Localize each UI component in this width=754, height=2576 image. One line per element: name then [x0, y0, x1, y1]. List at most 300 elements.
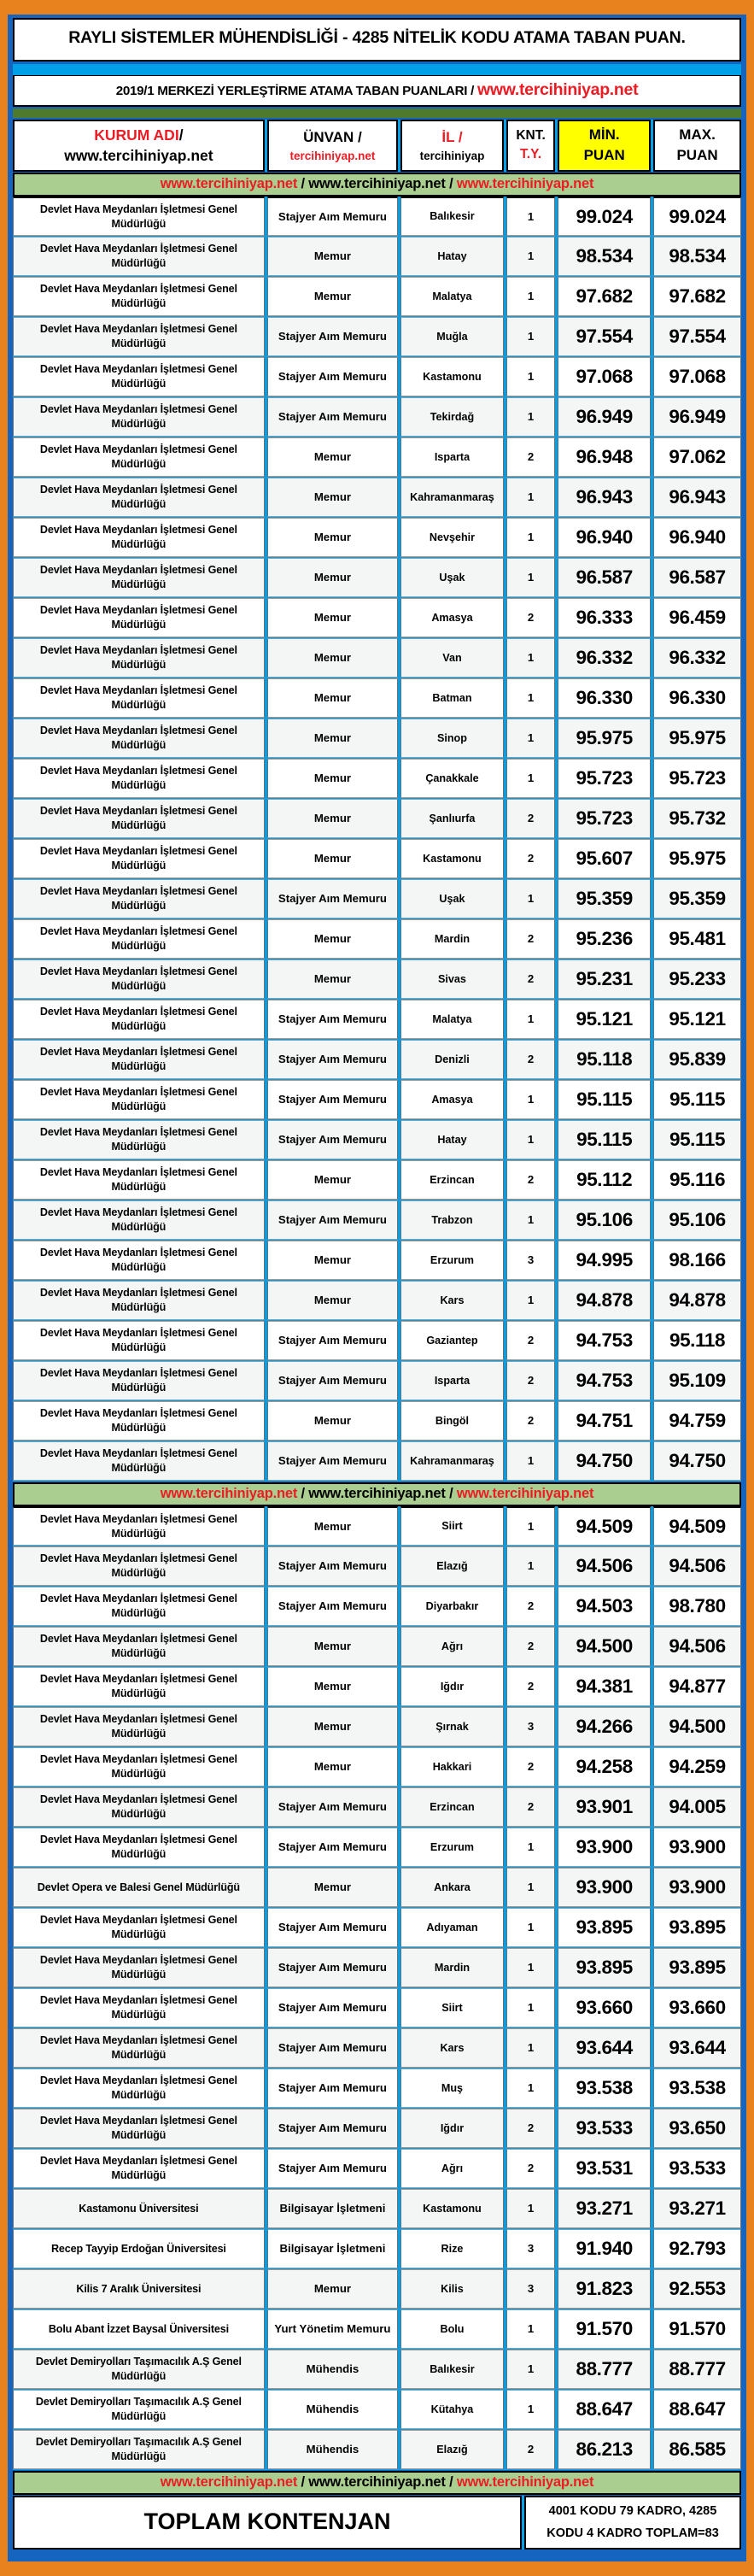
table-row[interactable]	[13, 397, 741, 437]
row-cell-unvan: Memur	[267, 437, 398, 477]
table-row[interactable]	[13, 2068, 741, 2109]
row-cell-max-puan: 92.793	[653, 2229, 741, 2268]
row-cell-max-puan: 95.481	[653, 919, 741, 959]
column-header-max-puan[interactable]	[653, 120, 741, 173]
table-frame	[8, 15, 746, 2553]
row-cell-kontenjan: 2	[506, 1040, 555, 1079]
table-row[interactable]	[13, 558, 741, 598]
row-cell-kontenjan: 1	[506, 1506, 555, 1546]
subtitle-bar	[13, 75, 741, 107]
row-cell-kurum: Devlet Hava Meydanları İşletmesi Genel Müdürlüğü	[13, 518, 265, 557]
row-cell-max-puan: 95.732	[653, 799, 741, 838]
table-row[interactable]	[13, 437, 741, 478]
table-row[interactable]	[13, 919, 741, 959]
row-cell-kurum: Devlet Hava Meydanları İşletmesi Genel Müdürlüğü	[13, 1506, 265, 1546]
row-cell-kontenjan: 2	[506, 839, 555, 878]
table-row[interactable]	[13, 1401, 741, 1441]
row-cell-kurum: Bolu Abant İzzet Baysal Üniversitesi	[13, 2309, 265, 2349]
row-cell-unvan: Memur	[267, 1707, 398, 1746]
table-row[interactable]	[13, 1948, 741, 1988]
row-cell-il: Kütahya	[400, 2390, 504, 2429]
row-cell-max-puan: 95.975	[653, 839, 741, 878]
row-cell-max-puan: 96.459	[653, 598, 741, 637]
row-cell-kurum: Devlet Hava Meydanları İşletmesi Genel Müdürlüğü	[13, 959, 265, 999]
row-cell-max-puan: 93.895	[653, 1948, 741, 1987]
row-cell-min-puan: 98.534	[558, 237, 651, 276]
row-cell-unvan: Memur	[267, 237, 398, 276]
row-cell-unvan: Stajyer Aım Memuru	[267, 1200, 398, 1240]
row-cell-kurum: Devlet Hava Meydanları İşletmesi Genel Müdürlüğü	[13, 719, 265, 758]
row-cell-kontenjan: 2	[506, 1160, 555, 1200]
row-cell-il: Kastamonu	[400, 357, 504, 396]
row-cell-kurum: Devlet Opera ve Balesi Genel Müdürlüğü	[13, 1868, 265, 1907]
row-cell-kontenjan: 2	[506, 1587, 555, 1626]
table-row[interactable]	[13, 317, 741, 357]
row-cell-il: Kastamonu	[400, 2189, 504, 2228]
row-cell-kurum: Devlet Hava Meydanları İşletmesi Genel Müdürlüğü	[13, 1000, 265, 1039]
banner-sep-1: /	[301, 1486, 305, 1502]
row-cell-kontenjan: 3	[506, 1707, 555, 1746]
table-row[interactable]	[13, 799, 741, 839]
promo-banner-top	[13, 173, 741, 197]
row-cell-il: Uşak	[400, 879, 504, 918]
row-cell-kontenjan: 1	[506, 1828, 555, 1867]
row-cell-kurum: Devlet Hava Meydanları İşletmesi Genel Müdürlüğü	[13, 2149, 265, 2188]
row-cell-unvan: Memur	[267, 759, 398, 798]
row-cell-kontenjan: 1	[506, 518, 555, 557]
row-cell-max-puan: 98.166	[653, 1241, 741, 1280]
row-cell-max-puan: 94.500	[653, 1707, 741, 1746]
row-cell-kurum: Devlet Hava Meydanları İşletmesi Genel Müdürlüğü	[13, 879, 265, 918]
row-cell-unvan: Memur	[267, 598, 398, 637]
row-cell-kurum: Devlet Hava Meydanları İşletmesi Genel Müdürlüğü	[13, 1040, 265, 1079]
row-cell-kontenjan: 1	[506, 317, 555, 356]
row-cell-kontenjan: 1	[506, 2309, 555, 2349]
row-cell-min-puan: 94.753	[558, 1321, 651, 1360]
row-cell-il: Gaziantep	[400, 1321, 504, 1360]
row-cell-unvan: Mühendis	[267, 2350, 398, 2389]
table-row[interactable]	[13, 1908, 741, 1948]
table-row[interactable]	[13, 2309, 741, 2350]
column-header-il[interactable]	[400, 120, 504, 173]
row-cell-min-puan: 97.682	[558, 277, 651, 316]
table-row[interactable]	[13, 2109, 741, 2149]
row-cell-kurum: Devlet Hava Meydanları İşletmesi Genel Müdürlüğü	[13, 1546, 265, 1586]
row-cell-il: Denizli	[400, 1040, 504, 1079]
table-row[interactable]	[13, 2189, 741, 2229]
table-row[interactable]	[13, 478, 741, 518]
row-cell-min-puan: 95.106	[558, 1200, 651, 1240]
row-cell-unvan: Stajyer Aım Memuru	[267, 197, 398, 236]
row-cell-il: Malatya	[400, 1000, 504, 1039]
column-header-kontenjan[interactable]	[506, 120, 555, 173]
row-cell-max-puan: 96.330	[653, 678, 741, 718]
row-cell-min-puan: 93.900	[558, 1868, 651, 1907]
row-cell-max-puan: 92.553	[653, 2269, 741, 2309]
table-row[interactable]	[13, 357, 741, 397]
row-cell-unvan: Stajyer Aım Memuru	[267, 2149, 398, 2188]
row-cell-unvan: Stajyer Aım Memuru	[267, 1080, 398, 1119]
table-row[interactable]	[13, 1506, 741, 1546]
row-cell-kontenjan: 2	[506, 1667, 555, 1706]
row-cell-il: Kahramanmaraş	[400, 478, 504, 517]
table-row[interactable]	[13, 1120, 741, 1160]
row-cell-il: Ağrı	[400, 1627, 504, 1666]
row-cell-unvan: Memur	[267, 959, 398, 999]
row-cell-max-puan: 95.116	[653, 1160, 741, 1200]
row-cell-il: Van	[400, 638, 504, 678]
banner-sep-2: /	[449, 1486, 453, 1502]
table-row[interactable]	[13, 598, 741, 638]
row-cell-max-puan: 88.777	[653, 2350, 741, 2389]
unvan-header-label: ÜNVAN /	[303, 128, 362, 145]
row-cell-min-puan: 93.531	[558, 2149, 651, 2188]
max-header-label: MAX.	[679, 126, 716, 144]
row-cell-kurum: Devlet Hava Meydanları İşletmesi Genel Müdürlüğü	[13, 2028, 265, 2068]
banner-link-3[interactable]: www.tercihiniyap.net	[456, 2474, 594, 2491]
table-row[interactable]	[13, 719, 741, 759]
table-row[interactable]	[13, 1200, 741, 1241]
row-cell-il: Kastamonu	[400, 839, 504, 878]
row-cell-min-puan: 97.554	[558, 317, 651, 356]
row-cell-kontenjan: 2	[506, 1321, 555, 1360]
row-cell-min-puan: 95.231	[558, 959, 651, 999]
row-cell-kontenjan: 1	[506, 2189, 555, 2228]
row-cell-min-puan: 93.895	[558, 1908, 651, 1947]
table-row[interactable]	[13, 638, 741, 678]
row-cell-min-puan: 93.644	[558, 2028, 651, 2068]
min-header-label: MİN.	[588, 126, 620, 144]
row-cell-max-puan: 95.975	[653, 719, 741, 758]
il-header-label: İL /	[441, 128, 463, 145]
row-cell-kontenjan: 2	[506, 2149, 555, 2188]
row-cell-il: Amasya	[400, 1080, 504, 1119]
row-cell-kurum: Devlet Hava Meydanları İşletmesi Genel Müdürlüğü	[13, 237, 265, 276]
row-cell-il: Çanakkale	[400, 759, 504, 798]
row-cell-kontenjan: 1	[506, 1948, 555, 1987]
table-row[interactable]	[13, 2149, 741, 2189]
row-cell-kontenjan: 1	[506, 719, 555, 758]
banner-link-2[interactable]: www.tercihiniyap.net	[308, 2474, 446, 2491]
row-cell-max-puan: 93.533	[653, 2149, 741, 2188]
kurum-header-label: KURUM ADI	[94, 126, 179, 144]
row-cell-unvan: Memur	[267, 478, 398, 517]
row-cell-unvan: Memur	[267, 1747, 398, 1787]
row-cell-il: Muğla	[400, 317, 504, 356]
row-cell-min-puan: 91.570	[558, 2309, 651, 2349]
row-cell-il: Kilis	[400, 2269, 504, 2309]
row-cell-kontenjan: 2	[506, 598, 555, 637]
row-cell-kurum: Devlet Hava Meydanları İşletmesi Genel Müdürlüğü	[13, 1200, 265, 1240]
row-cell-il: Siirt	[400, 1506, 504, 1546]
row-cell-il: Erzincan	[400, 1787, 504, 1827]
row-cell-kurum: Devlet Hava Meydanları İşletmesi Genel Müdürlüğü	[13, 1828, 265, 1867]
row-cell-il: Rize	[400, 2229, 504, 2268]
table-row[interactable]	[13, 2028, 741, 2068]
knt-header-sublabel: T.Y.	[520, 147, 542, 162]
row-cell-kurum: Devlet Hava Meydanları İşletmesi Genel Müdürlüğü	[13, 1587, 265, 1626]
column-header-kurum-adi[interactable]	[13, 120, 265, 173]
row-cell-unvan: Memur	[267, 558, 398, 597]
row-cell-min-puan: 88.647	[558, 2390, 651, 2429]
bottom-blue-strip	[8, 2553, 746, 2561]
banner-link-1[interactable]: www.tercihiniyap.net	[160, 176, 298, 192]
footer-total-detail	[524, 2496, 741, 2550]
row-cell-kontenjan: 1	[506, 1868, 555, 1907]
row-cell-kurum: Devlet Hava Meydanları İşletmesi Genel Müdürlüğü	[13, 1120, 265, 1159]
row-cell-il: Iğdır	[400, 2109, 504, 2148]
row-cell-kontenjan: 3	[506, 1241, 555, 1280]
row-cell-unvan: Stajyer Aım Memuru	[267, 1000, 398, 1039]
row-cell-max-puan: 95.118	[653, 1321, 741, 1360]
row-cell-max-puan: 86.585	[653, 2430, 741, 2469]
unvan-header-site: tercihiniyap.net	[289, 149, 376, 162]
row-cell-min-puan: 94.500	[558, 1627, 651, 1666]
table-row[interactable]	[13, 879, 741, 919]
row-cell-kontenjan: 1	[506, 237, 555, 276]
table-row[interactable]	[13, 518, 741, 558]
table-row[interactable]	[13, 1828, 741, 1868]
max-header-sublabel: PUAN	[676, 147, 718, 164]
row-cell-unvan: Stajyer Aım Memuru	[267, 2068, 398, 2108]
banner-link-3[interactable]: www.tercihiniyap.net	[456, 176, 594, 192]
table-row[interactable]	[13, 2430, 741, 2470]
row-cell-unvan: Memur	[267, 277, 398, 316]
table-row[interactable]	[13, 1707, 741, 1747]
banner-link-1[interactable]: www.tercihiniyap.net	[160, 1486, 298, 1502]
row-cell-unvan: Stajyer Aım Memuru	[267, 1040, 398, 1079]
row-cell-min-puan: 95.723	[558, 759, 651, 798]
table-row[interactable]	[13, 1241, 741, 1281]
row-cell-max-puan: 94.509	[653, 1506, 741, 1546]
table-row[interactable]	[13, 2269, 741, 2309]
row-cell-il: Batman	[400, 678, 504, 718]
table-row[interactable]	[13, 678, 741, 719]
table-row[interactable]	[13, 1868, 741, 1908]
row-cell-kurum: Recep Tayyip Erdoğan Üniversitesi	[13, 2229, 265, 2268]
table-row[interactable]	[13, 2350, 741, 2390]
table-row[interactable]	[13, 1441, 741, 1482]
row-cell-min-puan: 93.895	[558, 1948, 651, 1987]
row-cell-kontenjan: 2	[506, 1401, 555, 1441]
table-row[interactable]	[13, 1787, 741, 1828]
row-cell-min-puan: 95.112	[558, 1160, 651, 1200]
row-cell-min-puan: 95.607	[558, 839, 651, 878]
row-cell-max-puan: 96.940	[653, 518, 741, 557]
row-cell-il: Sinop	[400, 719, 504, 758]
row-cell-unvan: Stajyer Aım Memuru	[267, 1120, 398, 1159]
row-cell-unvan: Memur	[267, 678, 398, 718]
row-cell-unvan: Memur	[267, 1241, 398, 1280]
row-cell-max-puan: 95.121	[653, 1000, 741, 1039]
table-row[interactable]	[13, 2390, 741, 2430]
row-cell-il: Uşak	[400, 558, 504, 597]
table-row[interactable]	[13, 237, 741, 277]
row-cell-il: Ankara	[400, 1868, 504, 1907]
row-cell-min-puan: 93.533	[558, 2109, 651, 2148]
table-row[interactable]	[13, 1281, 741, 1321]
row-cell-min-puan: 96.943	[558, 478, 651, 517]
row-cell-unvan: Stajyer Aım Memuru	[267, 1908, 398, 1947]
row-cell-kontenjan: 1	[506, 2068, 555, 2108]
row-cell-unvan: Stajyer Aım Memuru	[267, 1361, 398, 1400]
row-cell-unvan: Memur	[267, 518, 398, 557]
row-cell-min-puan: 95.359	[558, 879, 651, 918]
row-cell-max-puan: 95.115	[653, 1080, 741, 1119]
table-row[interactable]	[13, 959, 741, 1000]
row-cell-min-puan: 94.381	[558, 1667, 651, 1706]
row-cell-unvan: Stajyer Aım Memuru	[267, 317, 398, 356]
subtitle-left-text: 2019/1 MERKEZİ YERLEŞTİRME ATAMA TABAN PUANLARI	[115, 83, 468, 98]
row-cell-kontenjan: 3	[506, 2269, 555, 2309]
promo-banner-middle	[13, 1482, 741, 1506]
page-title: RAYLI SİSTEMLER MÜHENDİSLİĞİ - 4285 NİTELİK KODU ATAMA TABAN PUAN.	[13, 18, 741, 62]
row-cell-kurum: Devlet Hava Meydanları İşletmesi Genel Müdürlüğü	[13, 1747, 265, 1787]
row-cell-max-puan: 94.759	[653, 1401, 741, 1441]
row-cell-unvan: Yurt Yönetim Memuru	[267, 2309, 398, 2349]
column-header-unvan[interactable]	[267, 120, 398, 173]
table-row[interactable]	[13, 277, 741, 317]
row-cell-kontenjan: 2	[506, 1787, 555, 1827]
row-cell-kurum: Devlet Hava Meydanları İşletmesi Genel Müdürlüğü	[13, 2109, 265, 2148]
row-cell-il: Ağrı	[400, 2149, 504, 2188]
table-row[interactable]	[13, 2229, 741, 2269]
table-row[interactable]	[13, 1080, 741, 1120]
row-cell-min-puan: 93.900	[558, 1828, 651, 1867]
row-cell-kurum: Devlet Hava Meydanları İşletmesi Genel Müdürlüğü	[13, 1281, 265, 1320]
row-cell-il: Erzurum	[400, 1828, 504, 1867]
row-cell-kurum: Devlet Hava Meydanları İşletmesi Genel Müdürlüğü	[13, 678, 265, 718]
row-cell-unvan: Stajyer Aım Memuru	[267, 1948, 398, 1987]
table-row[interactable]	[13, 197, 741, 237]
table-row[interactable]	[13, 1361, 741, 1401]
row-cell-kontenjan: 1	[506, 2350, 555, 2389]
row-cell-kurum: Devlet Hava Meydanları İşletmesi Genel Müdürlüğü	[13, 638, 265, 678]
row-cell-max-puan: 95.723	[653, 759, 741, 798]
row-cell-il: Balıkesir	[400, 197, 504, 236]
footer-total-line-1: 4001 KODU 79 KADRO, 4285	[548, 2504, 717, 2519]
row-cell-kurum: Devlet Hava Meydanları İşletmesi Genel Müdürlüğü	[13, 317, 265, 356]
footer-total-label: TOPLAM KONTENJAN	[13, 2496, 522, 2550]
row-cell-il: Şanlıurfa	[400, 799, 504, 838]
kurum-header-sep: /	[178, 126, 184, 144]
row-cell-max-puan: 97.682	[653, 277, 741, 316]
row-cell-unvan: Memur	[267, 799, 398, 838]
row-cell-kurum: Devlet Hava Meydanları İşletmesi Genel Müdürlüğü	[13, 1080, 265, 1119]
row-cell-kontenjan: 1	[506, 197, 555, 236]
banner-link-1[interactable]: www.tercihiniyap.net	[160, 2474, 298, 2491]
row-cell-il: Erzincan	[400, 1160, 504, 1200]
row-cell-max-puan: 95.233	[653, 959, 741, 999]
subtitle-site-link[interactable]: www.tercihiniyap.net	[476, 79, 639, 99]
row-cell-unvan: Memur	[267, 1506, 398, 1546]
row-cell-max-puan: 96.332	[653, 638, 741, 678]
row-cell-min-puan: 86.213	[558, 2430, 651, 2469]
row-cell-max-puan: 96.949	[653, 397, 741, 437]
row-cell-kurum: Devlet Hava Meydanları İşletmesi Genel Müdürlüğü	[13, 839, 265, 878]
row-cell-kontenjan: 2	[506, 799, 555, 838]
row-cell-max-puan: 94.750	[653, 1441, 741, 1481]
footer-total-line-2: KODU 4 KADRO TOPLAM=83	[547, 2526, 719, 2540]
row-cell-kurum: Devlet Hava Meydanları İşletmesi Genel Müdürlüğü	[13, 1948, 265, 1987]
table-row[interactable]	[13, 1627, 741, 1667]
row-cell-min-puan: 95.121	[558, 1000, 651, 1039]
table-row[interactable]	[13, 1747, 741, 1787]
row-cell-il: Kars	[400, 1281, 504, 1320]
row-cell-unvan: Memur	[267, 2269, 398, 2309]
row-cell-il: Mardin	[400, 1948, 504, 1987]
row-cell-kurum: Kilis 7 Aralık Üniversitesi	[13, 2269, 265, 2309]
banner-link-2[interactable]: www.tercihiniyap.net	[308, 1486, 446, 1502]
row-cell-kontenjan: 1	[506, 678, 555, 718]
row-cell-unvan: Bilgisayar İşletmeni	[267, 2189, 398, 2228]
row-cell-kontenjan: 1	[506, 1908, 555, 1947]
row-cell-kontenjan: 1	[506, 1120, 555, 1159]
row-cell-max-puan: 95.106	[653, 1200, 741, 1240]
row-cell-kontenjan: 2	[506, 437, 555, 477]
row-cell-unvan: Memur	[267, 1401, 398, 1441]
row-cell-kontenjan: 1	[506, 1546, 555, 1586]
row-cell-unvan: Stajyer Aım Memuru	[267, 1546, 398, 1586]
row-cell-kontenjan: 2	[506, 959, 555, 999]
row-cell-unvan: Mühendis	[267, 2430, 398, 2469]
table-row[interactable]	[13, 1321, 741, 1361]
table-row[interactable]	[13, 839, 741, 879]
row-cell-min-puan: 96.332	[558, 638, 651, 678]
row-cell-min-puan: 94.751	[558, 1401, 651, 1441]
row-cell-kontenjan: 1	[506, 2390, 555, 2429]
row-cell-kontenjan: 2	[506, 2430, 555, 2469]
row-cell-max-puan: 91.570	[653, 2309, 741, 2349]
row-cell-unvan: Memur	[267, 1627, 398, 1666]
row-cell-il: Diyarbakır	[400, 1587, 504, 1626]
row-cell-min-puan: 93.660	[558, 1988, 651, 2027]
banner-link-2[interactable]: www.tercihiniyap.net	[308, 176, 446, 192]
row-cell-kontenjan: 2	[506, 1627, 555, 1666]
il-header-site: tercihiniyap	[419, 149, 485, 162]
row-cell-max-puan: 93.271	[653, 2189, 741, 2228]
row-cell-unvan: Mühendis	[267, 2390, 398, 2429]
row-cell-il: Hatay	[400, 1120, 504, 1159]
row-cell-kontenjan: 1	[506, 1200, 555, 1240]
table-row[interactable]	[13, 1587, 741, 1627]
row-cell-max-puan: 97.062	[653, 437, 741, 477]
row-cell-min-puan: 94.753	[558, 1361, 651, 1400]
row-cell-min-puan: 94.995	[558, 1241, 651, 1280]
column-header-min-puan[interactable]	[558, 120, 651, 173]
row-cell-min-puan: 96.949	[558, 397, 651, 437]
table-row[interactable]	[13, 759, 741, 799]
banner-link-3[interactable]: www.tercihiniyap.net	[456, 1486, 594, 1502]
row-cell-il: Amasya	[400, 598, 504, 637]
table-row[interactable]	[13, 1040, 741, 1080]
row-cell-unvan: Memur	[267, 1281, 398, 1320]
table-row[interactable]	[13, 1160, 741, 1200]
row-cell-kurum: Devlet Hava Meydanları İşletmesi Genel Müdürlüğü	[13, 2068, 265, 2108]
row-cell-max-puan: 96.587	[653, 558, 741, 597]
table-row[interactable]	[13, 1988, 741, 2028]
row-cell-il: Muş	[400, 2068, 504, 2108]
row-cell-kurum: Devlet Hava Meydanları İşletmesi Genel Müdürlüğü	[13, 197, 265, 236]
row-cell-max-puan: 93.650	[653, 2109, 741, 2148]
row-cell-kontenjan: 1	[506, 1441, 555, 1481]
table-row[interactable]	[13, 1667, 741, 1707]
row-cell-max-puan: 94.877	[653, 1667, 741, 1706]
table-row[interactable]	[13, 1546, 741, 1587]
table-row[interactable]	[13, 1000, 741, 1040]
row-cell-max-puan: 96.943	[653, 478, 741, 517]
row-cell-max-puan: 97.554	[653, 317, 741, 356]
